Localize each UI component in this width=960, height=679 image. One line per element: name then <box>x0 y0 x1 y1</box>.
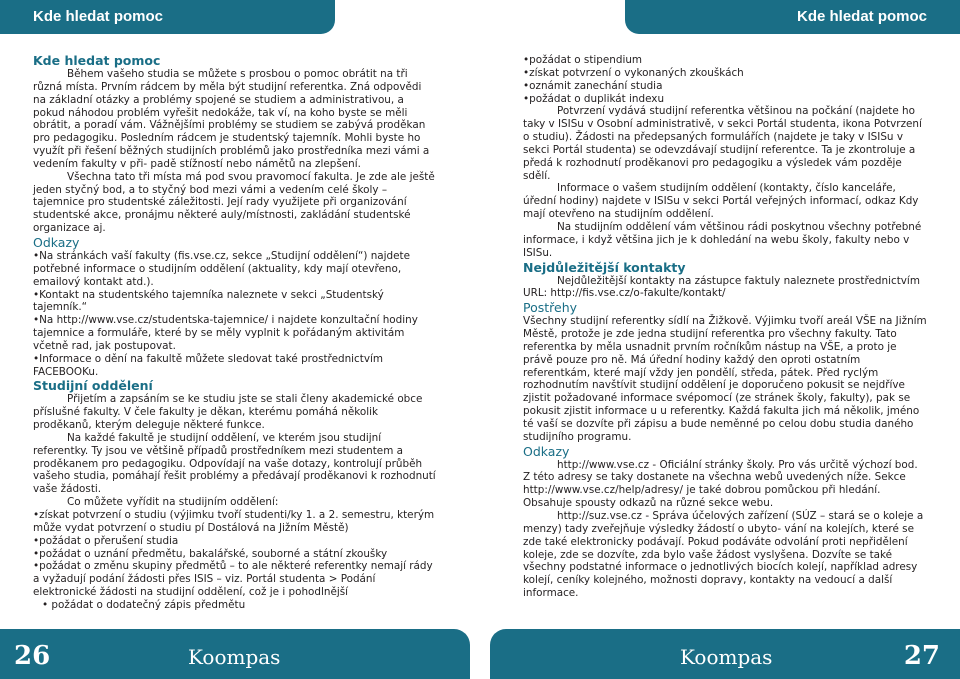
office-paragraph: Co můžete vyřídit na studijním oddělení: <box>67 496 279 509</box>
section-heading-links-right: Odkazy <box>523 443 570 459</box>
links-paragraph: http://suz.vse.cz - Správa účelových zařízení (SÚZ – stará se o koleje a menzy) tady zveřejňuje výsledky žádostí o ubyto- vání na kolejích, které se zde také elektronicky podávají. Pokud podáváte odvolání proti nepřidělení koleje, zde se dozvíte, zda bylo vaše žádost vyslyšena. Dozvíte se také všechny podstatné informace o jednotlivých biocích kolejí, například adresy kolejí, ceníky kolejného, možnosti dopravy, kontakty na vedoucí a další informace. <box>523 510 924 600</box>
right-header-title: Kde hledat pomoc <box>796 8 927 25</box>
section-heading-help: Kde hledat pomoc <box>33 53 161 68</box>
office-list-item: •oznámit zanechání studia <box>523 79 663 92</box>
section-heading-notes: Postřehy <box>523 300 578 316</box>
office-list-item: •požádat o uznání předmětu, bakalářské, souborné a státní zkoušky <box>33 547 388 560</box>
office-list-item: •požádat o přerušení studia <box>33 534 179 547</box>
intro-paragraph: Během vašeho studia se můžete s prosbou o pomoc obrátit na tři různá místa. Prvním rádcem by měla být studijní referentka. Zná odpovědi na základní otázky a problémy spojené se studiem a administrativou, a pokud náhodou problém vyřešit nedokáže, tak ví, na koho byste se měli obrátit, a poradí vám. Vážnějšími problémy se studiem se zabývá proděkan pro pedagogiku. Posledním rádcem je studentský tajemník. Mohli byste ho využít při řešení běžných studijních problémů jako prostředníka mezi vámi a vedením fakulty v při- padě stížností nebo námětů na zlepšení. <box>33 68 430 170</box>
office-list-item: • požádat o dodatečný zápis předmětu <box>42 598 246 611</box>
office-list-item: •získat potvrzení o vykonaných zkouškách <box>523 66 744 79</box>
left-page-column <box>33 54 437 612</box>
office-paragraph: Informace o vašem studijním oddělení (kontakty, číslo kanceláře, úřední hodiny) najdete v ISISu v sekci Portál veřejných informací, odkaz Kdy mají otevřeno na studijním oddělení. <box>523 182 919 221</box>
contacts-paragraph: Nejdůležitější kontakty na zástupce faktuly naleznete prostřednictvím URL: http://fis.vse.cz/o-fakulte/kontakt/ <box>523 274 920 300</box>
section-heading-contacts: Nejdůležitější kontakty <box>523 259 686 275</box>
left-header-bar <box>0 0 335 34</box>
office-paragraph: Na studijním oddělení vám většinou rádi poskytnou všechny potřebné informace, i když většina jich je k dohledání na webu školy, fakulty nebo v ISISu. <box>523 220 922 259</box>
brand-logo-left: Koompas <box>188 645 281 669</box>
office-list-item: •požádat o změnu skupiny předmětů – to ale některé referentky nemají rády a vyžadují podání žádosti přes ISIS – viz. Portál studenta > Podání elektronické žádosti na studijní oddělení, což je i pohodlnější <box>33 560 433 599</box>
office-list-item: •požádat o duplikát indexu <box>523 92 665 105</box>
links-item: •Informace o dění na fakultě můžete sledovat také prostřednictvím FACEBOOKu. <box>33 352 384 378</box>
intro-paragraph: Všechna tato tři místa má pod svou pravomocí fakulta. Je zde ale ještě jeden styčný bod, a to styčný bod mezi vámi a vedením celé školy – tajemnice pro studentské záležitosti. Její rady využijete při organizování studentské akce, pronájmu některé auly/místnosti, zakládání studentské organizace aj. <box>33 170 435 235</box>
links-item: •Na stránkách vaší fakulty (fis.vse.cz, sekce „Studijní oddělení“) najdete potřebné informace o studijním oddělení (aktuality, kdy mají otevřeno, emailový kontakt atd.). <box>33 249 411 288</box>
links-paragraph: http://www.vse.cz - Oficiální stránky školy. Pro vás určitě výchozí bod. Z této adresy se taky dostanete na všechna webů uvedených níže. Sekce http://www.vse.cz/help/adresy/ je také dobrou pomůckou při hledání. Obsahuje spousty odkazů na různé sekce webu. <box>523 458 918 510</box>
right-page-column <box>523 54 927 600</box>
office-paragraph: Potvrzení vydává studijní referentka většinou na počkání (najdete ho taky v ISISu v Osobní administrativě, v sekci Portál studenta, ikona Potvrzení o studiu). Žádosti na předepsaných formulářích (najdete je taky v ISISu v sekci Portál studenta) se odevzdávají studijní referentce. Ta je zkontroluje a předá k rozhodnutí proděkanovi pro pedagogiku a výsledek vám pozděje sdělí. <box>523 105 922 182</box>
right-header-bar <box>625 0 960 34</box>
brand-logo-right: Koompas <box>680 645 773 669</box>
office-list-item: •získat potvrzení o studiu (výjimku tvoří studenti/ky 1. a 2. semestru, kterým může vydat potvrzení o studiu pí Dostálová na Jižním Městě) <box>33 509 435 534</box>
links-item: •Na http://www.vse.cz/studentska-tajemnice/ i najdete konzultační hodiny tajemnice a formuláře, které by se měly vyplnit k pořádaným aktivitám včetně rad, jak postupovat. <box>33 314 418 352</box>
section-heading-study-office: Studijní oddělení <box>33 378 153 394</box>
notes-paragraph: Všechny studijní referentky sídlí na Žižkově. Výjimku tvoří areál VŠE na Jižním Městě, protože je zde jedna studijní referentka pro všechny fakulty. Tato referentka by měla usnadnit prvním ročníkům nástup na VŠE, a proto je právě pouze pro ně. Má úřední hodiny každý den oproti ostatním referentkám, které mají vždy jen pondělí, středa, pátek. Před ryclým rozhodnutím navštívit studijní oddělení je doporučeno pokusit se nejdříve zjistit požadované informace svépomocí (ze stránek školy, fakulty), pak se pokusit zjistit informace u u referentky. Každá fakulta jich má několik, jméno té vaší se dozvíte při zápisu a bude neměnné po celou dobu studia daného studijního programu. <box>523 315 927 443</box>
office-paragraph: Přijetím a zapsáním se ke studiu jste se stali členy akademické obce příslušné fakulty. V čele fakulty je děkan, kterému pomáhá několik proděkanů, kterým deleguje některé funkce. <box>33 393 423 432</box>
office-list-item: •požádat o stipendium <box>523 54 643 66</box>
section-heading-links: Odkazy <box>33 234 80 250</box>
links-item: •Kontakt na studentského tajemníka naleznete v sekci „Studentský tajemník.“ <box>33 288 384 314</box>
page-number-left: 26 <box>14 641 51 671</box>
page-number-right: 27 <box>903 641 940 671</box>
office-paragraph: Na každé fakultě je studijní oddělení, ve kterém jsou studijní referentky. Ty jsou ve většině případů prostředníkem mezi studentem a proděkanem pro pedagogiku. Odpovídají na vaše dotazy, kontrolují průběh vašeho studia, pomáhají řešit problémy a předávají proděkanovi k rozhodnutí vaše žádosti. <box>33 431 436 496</box>
left-header-title: Kde hledat pomoc <box>33 8 164 25</box>
